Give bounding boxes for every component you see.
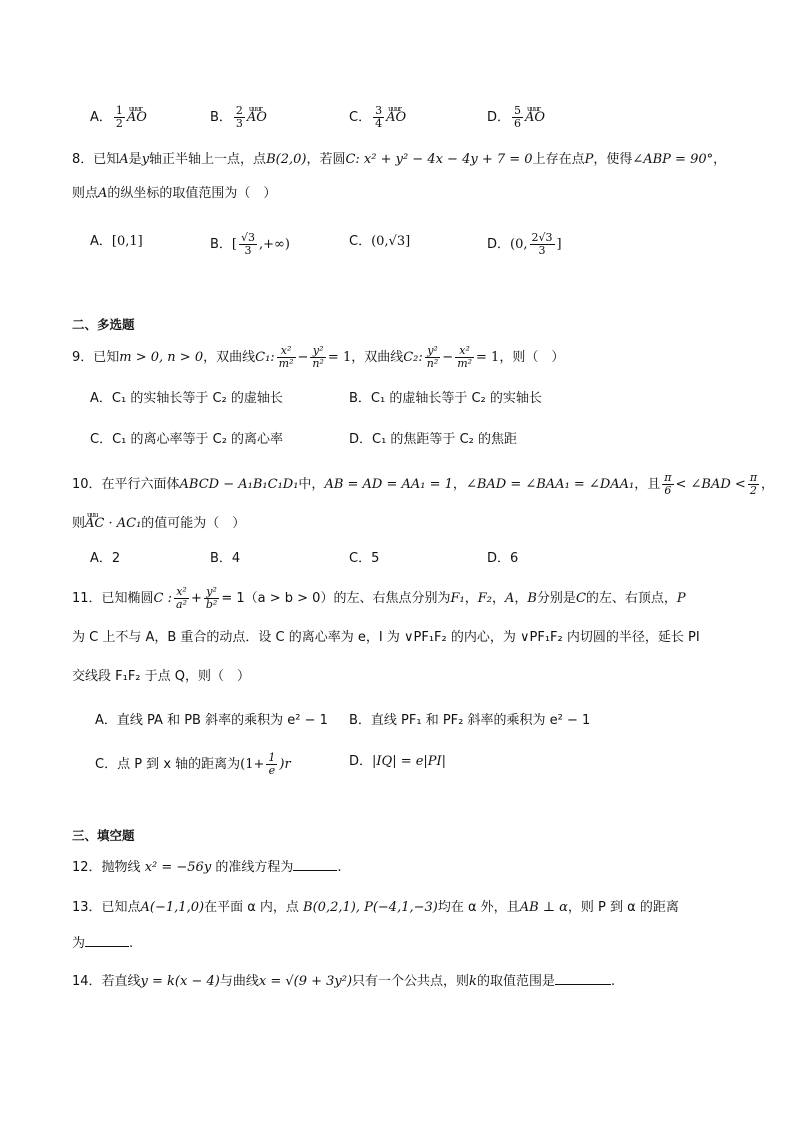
q13-answer-blank[interactable] bbox=[85, 934, 129, 947]
q8-option-c: C．(0,√3] bbox=[349, 234, 411, 249]
q8-option-b: B．[ $\frac{√3}{3}$ ,+∞) bbox=[210, 231, 290, 257]
q11-option-b: B．直线 PF₁ 和 PF₂ 斜率的乘积为 e² − 1 bbox=[349, 713, 591, 728]
q12-answer-blank[interactable] bbox=[293, 858, 337, 871]
q11-stem-line2: 为 C 上不与 A，B 重合的动点．设 C 的离心率为 e，I 为 ∨PF₁F₂ 的内心，为 ∨PF₁F₂ 内切圆的半径，延长 PI bbox=[72, 630, 700, 645]
q10-option-c: C．5 bbox=[349, 551, 380, 566]
q9-option-b: B．C₁ 的虚轴长等于 C₂ 的实轴长 bbox=[349, 391, 542, 406]
q13-stem: 13．已知点A(−1,1,0)在平面 α 内，点 B(0,2,1), P(−4,1,−3)均在 α 外，且AB ⊥ α，则 P 到 α 的距离 bbox=[72, 900, 679, 915]
q9-option-a: A．C₁ 的实轴长等于 C₂ 的虚轴长 bbox=[90, 391, 283, 406]
q14-answer-blank[interactable] bbox=[555, 972, 611, 985]
section-heading-fill-in: 三、填空题 bbox=[72, 828, 135, 843]
q10-option-a: A．2 bbox=[90, 551, 121, 566]
q8-stem: 8．已知A是y轴正半轴上一点，点B(2,0)，若圆C: x² + y² − 4x − 4y + 7 = 0上存在点P，使得∠ABP = 90°， bbox=[72, 152, 727, 167]
q8-option-d: D．(0, $\frac{2√3}{3}$ ] bbox=[487, 231, 562, 257]
q12-stem: 12．抛物线 x² = −56y 的准线方程为 . bbox=[72, 860, 342, 875]
section-heading-multiple-choice: 二、多选题 bbox=[72, 317, 135, 332]
q10-stem: 10．在平行六面体ABCD − A₁B₁C₁D₁中，AB = AD = AA₁ = 1，∠BAD = ∠BAA₁ = ∠DAA₁，且 $\frac{\pi}{6}$ < ∠BAD < $\frac{\pi}{2}$ ， bbox=[72, 471, 775, 497]
q10-option-b: B．4 bbox=[210, 551, 241, 566]
q10-stem-line2: 则uuu AC · AC₁的值可能为（ ） bbox=[72, 514, 245, 534]
q14-stem: 14．若直线y = k(x − 4)与曲线x = √(9 + 3y²)只有一个公共点，则k的取值范围是 . bbox=[72, 974, 616, 989]
q7-option-c: C． $\frac{3}{4}$ uuur AO bbox=[349, 105, 406, 130]
q11-option-a: A．直线 PA 和 PB 斜率的乘积为 e² − 1 bbox=[95, 713, 328, 728]
q13-stem-line2: 为 . bbox=[72, 936, 134, 951]
q11-stem-line3: 交线段 F₁F₂ 于点 Q，则（ ） bbox=[72, 669, 251, 684]
q11-option-d: D．|IQ| = e|PI| bbox=[349, 754, 447, 769]
q10-option-d: D．6 bbox=[487, 551, 519, 566]
q7-option-d: D． $\frac{5}{6}$ uuur AO bbox=[487, 105, 545, 130]
q9-option-c: C．C₁ 的离心率等于 C₂ 的离心率 bbox=[90, 432, 284, 447]
q8-stem-line2: 则点A的纵坐标的取值范围为（ ） bbox=[72, 186, 277, 201]
q9-stem: 9．已知m > 0, n > 0，双曲线C₁: $\frac{\text{x²}}{\text{m²}}$ − $\frac{\text{y²}}{\text{n²}}$ = 1，双曲线C₂: $\frac{\text{y²}}{\text{n²}}$ − $\frac{\text{x²}}{\text{m²}}$ = 1，则（ ） bbox=[72, 344, 565, 370]
q7-option-a: A． $\frac{1}{2}$ uuur AO bbox=[90, 105, 147, 130]
q9-option-d: D．C₁ 的焦距等于 C₂ 的焦距 bbox=[349, 432, 517, 447]
q7-option-b: B． $\frac{2}{3}$ uuur AO bbox=[210, 105, 267, 130]
q11-stem: 11．已知椭圆C : $\frac{\text{x²}}{\text{a²}}$ + $\frac{\text{y²}}{\text{b²}}$ = 1（a > b > 0）的左、右焦点分别为F₁，F₂，A，B分别是C的左、右顶点，P bbox=[72, 585, 686, 611]
q11-option-c: C．点 P 到 x 轴的距离为(1+ $\frac{1}{e}$ )r bbox=[95, 751, 291, 777]
q8-option-a: A．[0,1] bbox=[90, 234, 143, 249]
